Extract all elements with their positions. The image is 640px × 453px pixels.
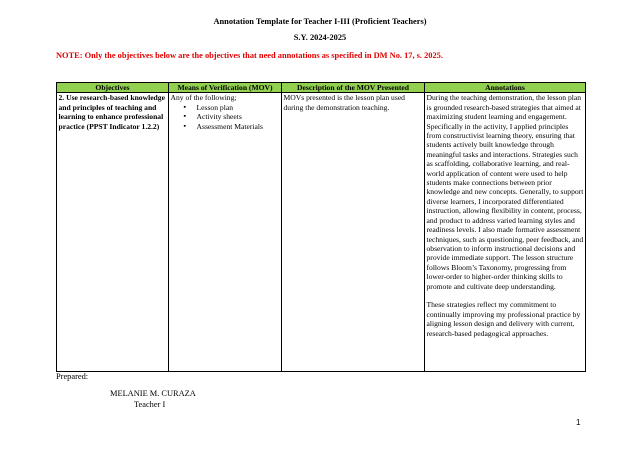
page-number: 1	[576, 418, 581, 427]
list-item: ▪ Activity sheets	[197, 112, 280, 121]
table-header-row	[57, 83, 586, 93]
mov-cell	[169, 93, 282, 372]
list-item: ▪ Lesson plan	[197, 103, 280, 112]
header-annotations: Annotations	[425, 83, 586, 93]
school-year: S.Y. 2024-2025	[293, 33, 347, 42]
note-text: NOTE: Only the objectives below are the objectives that need annotations as specified in DM No. 17, s. 2025.	[56, 51, 443, 60]
mov-list	[171, 103, 280, 131]
header-objectives: Objectives	[57, 83, 169, 93]
header-mov: Means of Verification (MOV)	[169, 83, 282, 93]
annotation-table	[56, 82, 586, 372]
signatory-position: Teacher I	[134, 400, 166, 409]
annotation-paragraph-1: During the teaching demonstration, the lesson plan is grounded research-based strategies that aimed at maximizing student learning and engagement. Specifically in the activity, I applied principles from constructivist learning theory, ensuring that students actively built knowledge through meaningful tasks and interactions. Strategies such as scaffolding, collaborative learning, and real-world application of content were used to help students make connections between prior knowledge and new concepts. Generally, to support diverse learners, I incorporated differentiated instruction, allowing flexibility in content, process, and product to address varied learning styles and readiness levels. I also made formative assessment techniques, such as questioning, peer feedback, and observation to inform instructional decisions and provide immediate support. The lesson structure follows Bloom’s Taxonomy, progressing from lower-order to higher-order thinking skills to promote and cultivate deep understanding.	[426, 93, 584, 291]
prepared-label: Prepared:	[56, 372, 89, 381]
header-description: Description of the MOV Presented	[282, 83, 425, 93]
annotation-cell	[425, 93, 586, 372]
mov-intro: Any of the following;	[170, 93, 237, 103]
description-cell: MOVs presented is the lesson plan used during the demonstration teaching.	[282, 93, 425, 372]
signatory-name: MELANIE M. CURAZA	[110, 389, 196, 398]
annotation-paragraph-2: These strategies reflect my commitment to continually improving my professional practice by aligning lesson design and delivery with current, research-based pedagogical approaches.	[426, 300, 581, 338]
document-title: Annotation Template for Teacher I-III (Proficient Teachers)	[213, 17, 427, 26]
list-item: ▪ Assessment Materials	[197, 122, 280, 131]
objective-cell: 2. Use research-based knowledge and principles of teaching and learning to enhance professional practice (PPST Indicator 1.2.2)	[57, 93, 169, 372]
table-row	[57, 93, 586, 372]
